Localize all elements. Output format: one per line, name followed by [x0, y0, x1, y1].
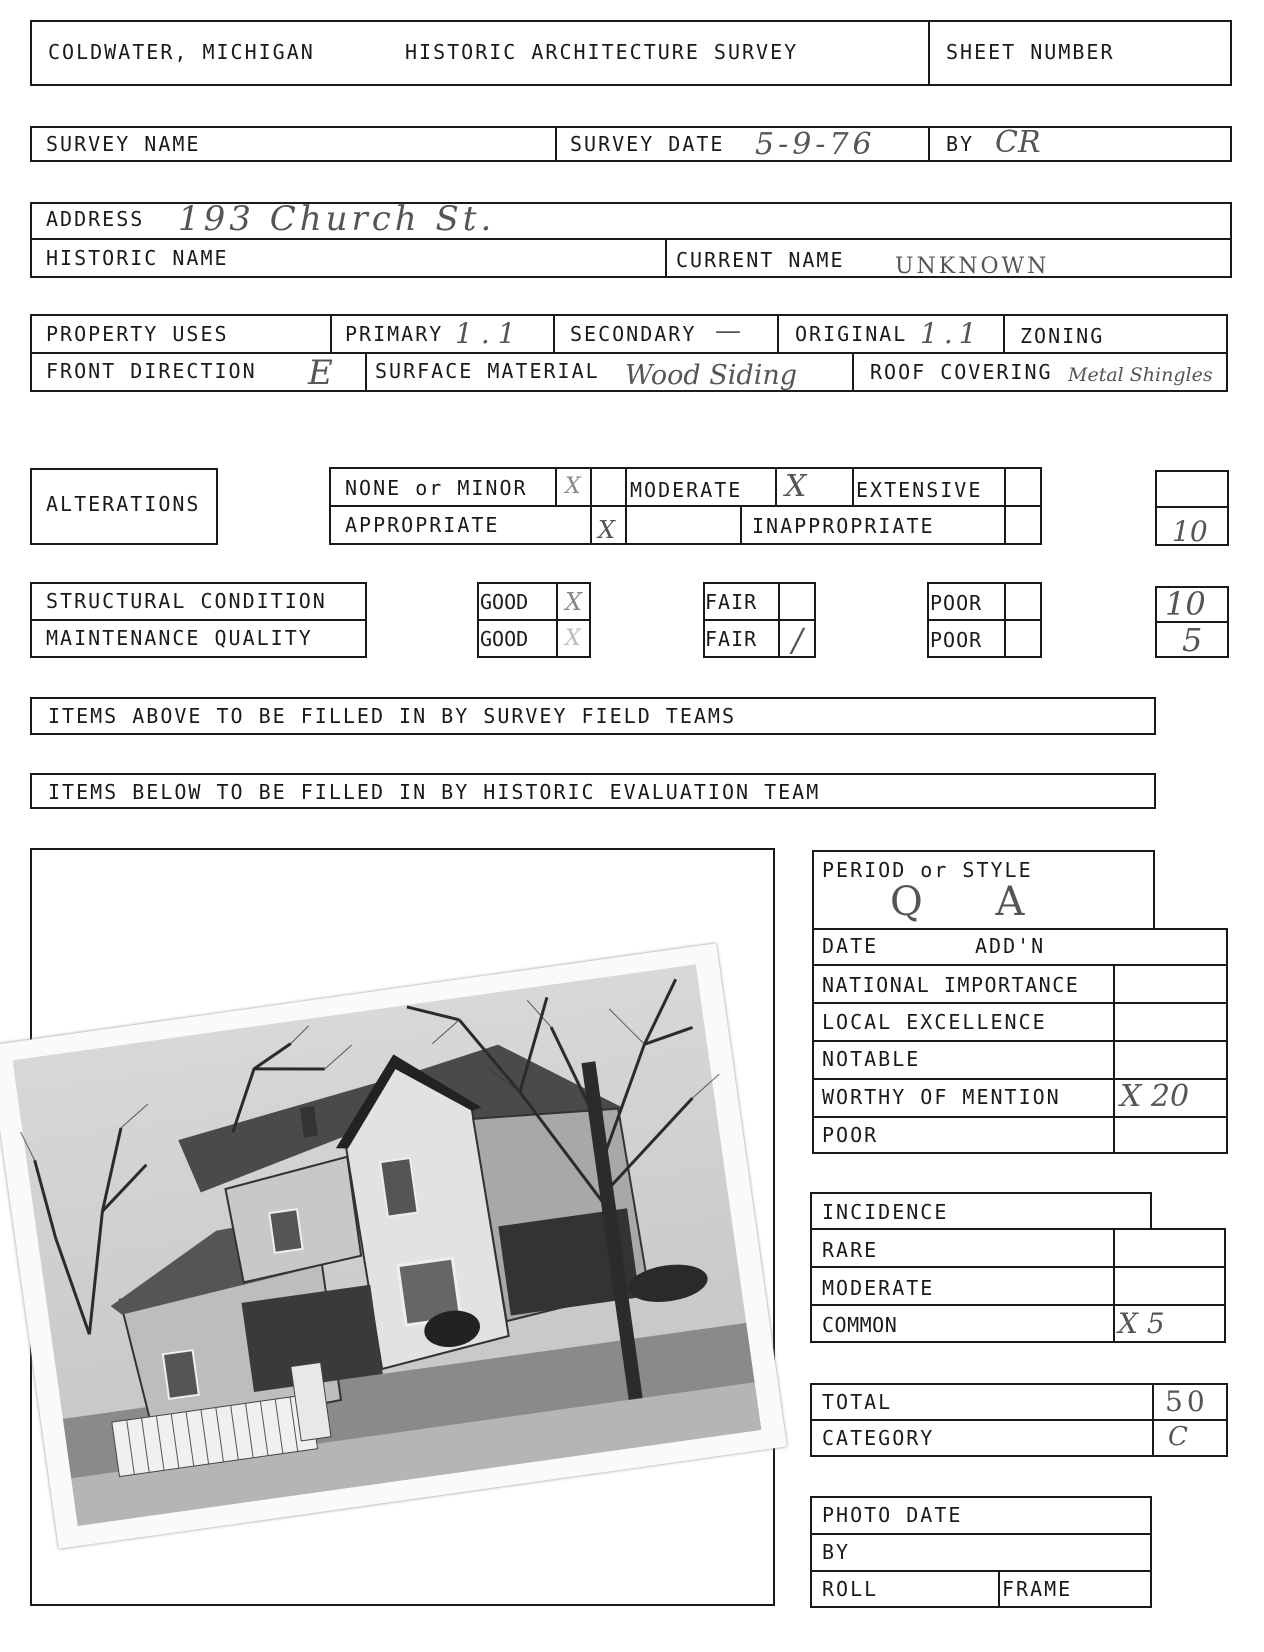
inappropriate-label: INAPPROPRIATE	[752, 514, 935, 538]
alt-moderate-box-left	[775, 467, 777, 505]
structural-score: 10	[1165, 585, 1206, 623]
original-value: 1.1	[920, 317, 983, 350]
period-style-value: Q A	[890, 879, 1055, 925]
none-minor-mark: X	[565, 474, 581, 499]
sheet-number-label: SHEET NUMBER	[946, 40, 1115, 64]
alt-none-box-left	[555, 467, 557, 505]
current-name-divider	[665, 238, 667, 278]
period-style-label: PERIOD or STYLE	[822, 858, 1033, 882]
incidence-row-2	[810, 1304, 1226, 1306]
total-value: 50	[1165, 1385, 1209, 1418]
local-excellence-label: LOCAL EXCELLENCE	[822, 1010, 1047, 1034]
alterations-row-divider	[329, 505, 1042, 507]
surface-material-value: Wood Siding	[625, 360, 798, 391]
alt-none-box-right	[590, 467, 592, 505]
city-label: COLDWATER, MICHIGAN	[48, 40, 315, 64]
roof-covering-label: ROOF COVERING	[870, 360, 1053, 384]
property-div-6	[852, 352, 854, 392]
common-label: COMMON	[822, 1313, 898, 1337]
addn-label: ADD'N	[975, 934, 1046, 958]
total-label: TOTAL	[822, 1390, 893, 1414]
primary-value: 1.1	[455, 317, 524, 350]
structural-condition-label: STRUCTURAL CONDITION	[46, 589, 327, 613]
property-div-4	[1003, 314, 1005, 352]
incidence-score-col	[1113, 1228, 1115, 1343]
good-label-structural: GOOD	[480, 590, 529, 614]
notable-label: NOTABLE	[822, 1047, 921, 1071]
fair-check-divider	[778, 582, 780, 658]
totals-divider	[810, 1419, 1228, 1421]
house-photo	[0, 943, 787, 1548]
category-label: CATEGORY	[822, 1426, 935, 1450]
common-mark: X 5	[1118, 1307, 1165, 1340]
structural-good-mark: X	[565, 588, 583, 616]
good-check-divider	[556, 582, 558, 658]
property-div-2	[553, 314, 555, 352]
alt-appropriate-box-left	[590, 505, 592, 545]
incidence-label: INCIDENCE	[822, 1200, 949, 1224]
eval-row-1	[812, 964, 1228, 966]
incidence-row-1	[810, 1266, 1226, 1268]
appropriate-mark: X	[598, 516, 616, 544]
rare-label: RARE	[822, 1238, 879, 1262]
worthy-of-mention-mark: X 20	[1120, 1079, 1190, 1114]
surface-material-label: SURFACE MATERIAL	[375, 359, 600, 383]
eval-row-2	[812, 1002, 1228, 1004]
below-note: ITEMS BELOW TO BE FILLED IN BY HISTORIC EVALUATION TEAM	[48, 780, 821, 804]
photo-info-row-1	[810, 1533, 1152, 1535]
secondary-value: —	[715, 316, 741, 346]
property-div-3	[777, 314, 779, 352]
original-label: ORIGINAL	[795, 322, 908, 346]
category-value: C	[1168, 1422, 1188, 1452]
header-divider	[928, 20, 930, 86]
poor-label-maintenance: POOR	[930, 628, 983, 652]
eval-score-col	[1113, 964, 1115, 1154]
photo-date-label: PHOTO DATE	[822, 1503, 963, 1527]
frame-label: FRAME	[1002, 1577, 1073, 1601]
above-note: ITEMS ABOVE TO BE FILLED IN BY SURVEY FIELD TEAMS	[48, 704, 737, 728]
moderate-mark: X	[785, 469, 807, 504]
property-row-divider	[30, 352, 1228, 354]
poor-divider	[927, 619, 1042, 621]
property-div-1	[330, 314, 332, 352]
alterations-score-divider	[1155, 506, 1229, 508]
good-label-maintenance: GOOD	[480, 627, 529, 651]
moderate-incidence-label: MODERATE	[822, 1276, 935, 1300]
maintenance-quality-label: MAINTENANCE QUALITY	[46, 626, 313, 650]
poor-check-divider	[1004, 582, 1006, 658]
worthy-of-mention-label: WORTHY OF MENTION	[822, 1085, 1061, 1109]
front-direction-value: E	[308, 353, 333, 393]
address-value: 193 Church St.	[178, 199, 496, 239]
alt-moderate-left	[625, 467, 627, 545]
historic-name-label: HISTORIC NAME	[46, 246, 229, 270]
secondary-label: SECONDARY	[570, 322, 697, 346]
property-uses-label: PROPERTY USES	[46, 322, 229, 346]
alt-extensive-box-left	[1004, 467, 1006, 545]
property-div-5	[365, 352, 367, 392]
survey-divider-1	[555, 126, 557, 162]
survey-date-value: 5-9-76	[755, 127, 876, 162]
front-direction-label: FRONT DIRECTION	[46, 359, 257, 383]
form-title: HISTORIC ARCHITECTURE SURVEY	[405, 40, 799, 64]
roof-covering-value: Metal Shingles	[1068, 364, 1213, 386]
poor-label-structural: POOR	[930, 591, 983, 615]
alterations-score: 10	[1172, 515, 1208, 548]
current-name-label: CURRENT NAME	[676, 248, 845, 272]
fair-label-maintenance: FAIR	[705, 627, 758, 651]
date-label: DATE	[822, 934, 879, 958]
condition-label-divider	[30, 619, 367, 621]
survey-name-label: SURVEY NAME	[46, 132, 201, 156]
primary-label: PRIMARY	[345, 322, 444, 346]
alt-inappropriate-left	[740, 505, 742, 545]
national-importance-label: NATIONAL IMPORTANCE	[822, 973, 1080, 997]
moderate-label: MODERATE	[630, 478, 743, 502]
extensive-label: EXTENSIVE	[856, 478, 983, 502]
photo-by-label: BY	[822, 1540, 851, 1564]
none-minor-label: NONE or MINOR	[345, 476, 528, 500]
poor-eval-label: POOR	[822, 1123, 879, 1147]
fair-label-structural: FAIR	[705, 590, 758, 614]
totals-score-col	[1152, 1383, 1154, 1457]
survey-divider-2	[928, 126, 930, 162]
maintenance-fair-mark: /	[792, 621, 803, 659]
maintenance-score: 5	[1182, 621, 1203, 659]
photo-info-row-2	[810, 1570, 1152, 1572]
alt-extensive-left	[852, 467, 854, 505]
zoning-label: ZONING	[1020, 324, 1105, 348]
current-name-value: UNKNOWN	[895, 254, 1050, 279]
eval-row-3	[812, 1040, 1228, 1042]
house-photo-image	[0, 943, 787, 1548]
alterations-label: ALTERATIONS	[46, 492, 201, 516]
survey-by-label: BY	[946, 132, 975, 156]
address-label: ADDRESS	[46, 207, 145, 231]
appropriate-label: APPROPRIATE	[345, 513, 500, 537]
eval-row-5	[812, 1116, 1228, 1118]
roll-label: ROLL	[822, 1577, 879, 1601]
survey-date-label: SURVEY DATE	[570, 132, 725, 156]
maintenance-good-mark: X	[565, 626, 581, 651]
good-divider	[477, 619, 591, 621]
photo-info-frame-col	[998, 1570, 1000, 1608]
survey-by-value: CR	[995, 125, 1041, 160]
